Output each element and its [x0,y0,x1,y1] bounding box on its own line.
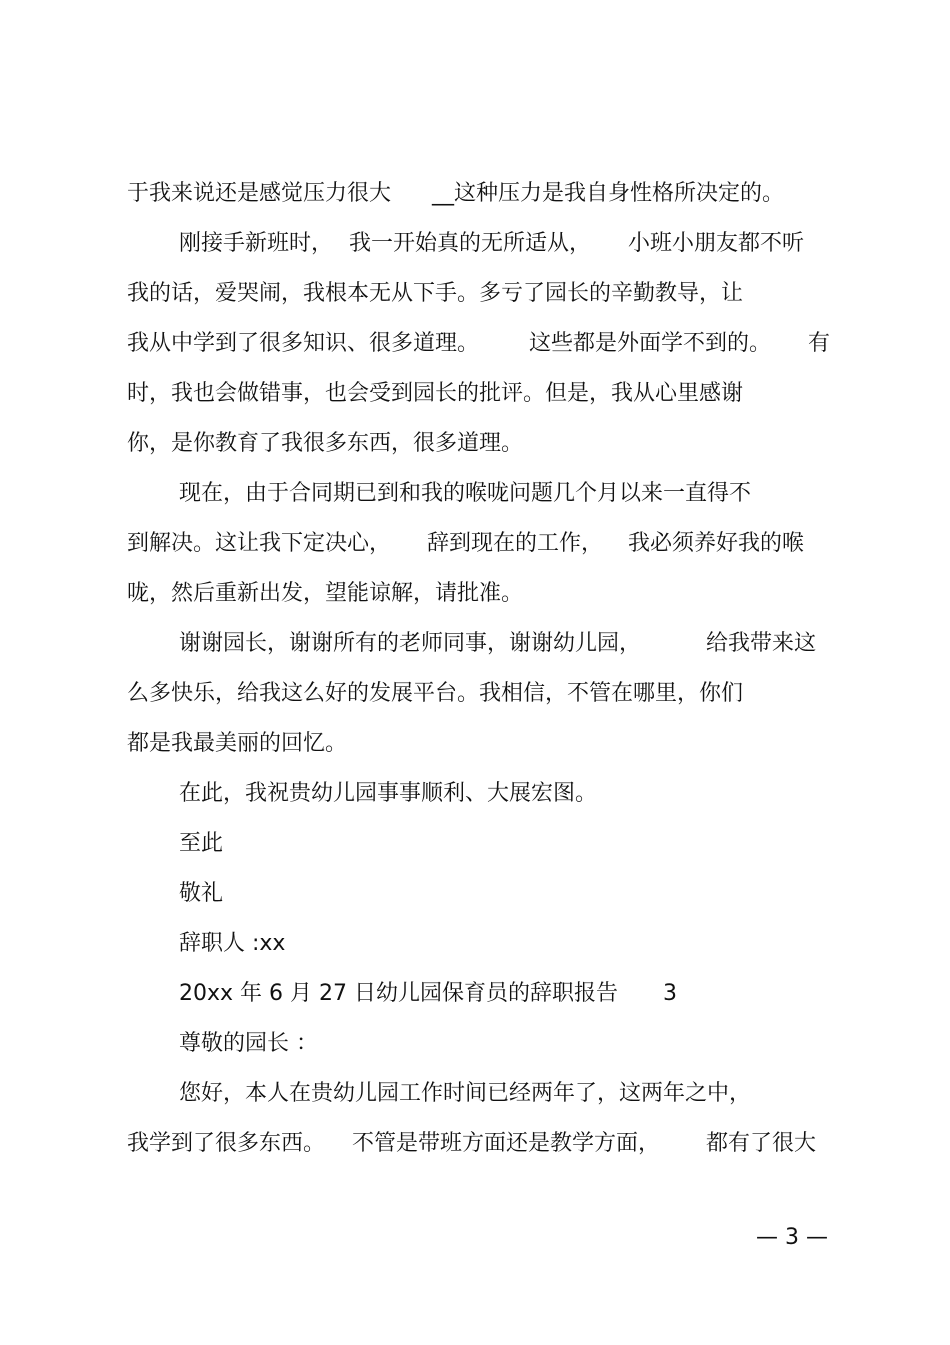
text-line [0,1128,950,1160]
text-segment: 这些都是外面学不到的。 [529,331,772,356]
text-segment: __这种压力是我自身性格所决定的。 [432,181,785,206]
text-segment: 谢谢园长，谢谢所有的老师同事，谢谢幼儿园， [179,631,642,656]
text-line [0,778,950,810]
text-segment: 辞职人 :xx [179,931,286,956]
text-segment: 小班小朋友都不听 [628,231,805,256]
text-segment: 我从中学到了很多知识、很多道理。 [127,331,480,356]
text-line [0,1078,950,1110]
text-segment: 不管是带班方面还是教学方面， [352,1131,661,1156]
text-line [0,178,950,210]
text-line [0,728,950,760]
text-segment: 我必须养好我的喉 [628,531,805,556]
text-line [0,278,950,310]
text-segment: 么多快乐，给我这么好的发展平台。我相信，不管在哪里，你们 [127,681,744,706]
text-segment: 尊敬的园长 ： [179,1031,318,1056]
text-line [0,978,950,1010]
text-line [0,378,950,410]
text-line [0,878,950,910]
text-segment: 刚接手新班时， [179,231,334,256]
text-segment: 有 [808,331,831,356]
text-line [0,428,950,460]
text-segment: 到解决。这让我下定决心， [127,531,392,556]
text-segment: 时，我也会做错事，也会受到园长的批评。但是，我从心里感谢 [127,381,744,406]
text-line [0,828,950,860]
text-line [0,478,950,510]
text-segment: 于我来说还是感觉压力很大 [127,181,392,206]
text-segment: 20xx 年 6 月 27 日幼儿园保育员的辞职报告 [179,981,618,1006]
text-segment: 辞到现在的工作， [427,531,604,556]
text-segment: 我的话，爱哭闹，我根本无从下手。多亏了园长的辛勤教导，让 [127,281,744,306]
text-segment: 你，是你教育了我很多东西，很多道理。 [127,431,524,456]
text-line [0,628,950,660]
text-line [0,578,950,610]
text-line [0,328,950,360]
text-segment: 我学到了很多东西。 [127,1131,326,1156]
text-line [0,678,950,710]
page-number: — 3 — [756,1225,828,1250]
text-line [0,228,950,260]
text-segment: 给我带来这 [706,631,817,656]
text-segment: 3 [663,981,677,1006]
text-segment: 在此，我祝贵幼儿园事事顺利、大展宏图。 [179,781,598,806]
text-segment: 您好，本人在贵幼儿园工作时间已经两年了，这两年之中， [179,1081,752,1106]
text-segment: 敬礼 [179,881,224,906]
text-line [0,928,950,960]
text-segment: 都有了很大 [706,1131,817,1156]
text-segment: 现在，由于合同期已到和我的喉咙问题几个月以来一直得不 [179,481,752,506]
text-line [0,528,950,560]
text-segment: 我一开始真的无所适从， [349,231,592,256]
text-segment: 咙，然后重新出发，望能谅解，请批准。 [127,581,524,606]
text-line [0,1028,950,1060]
text-segment: 至此 [179,831,224,856]
text-segment: 都是我最美丽的回忆。 [127,731,348,756]
